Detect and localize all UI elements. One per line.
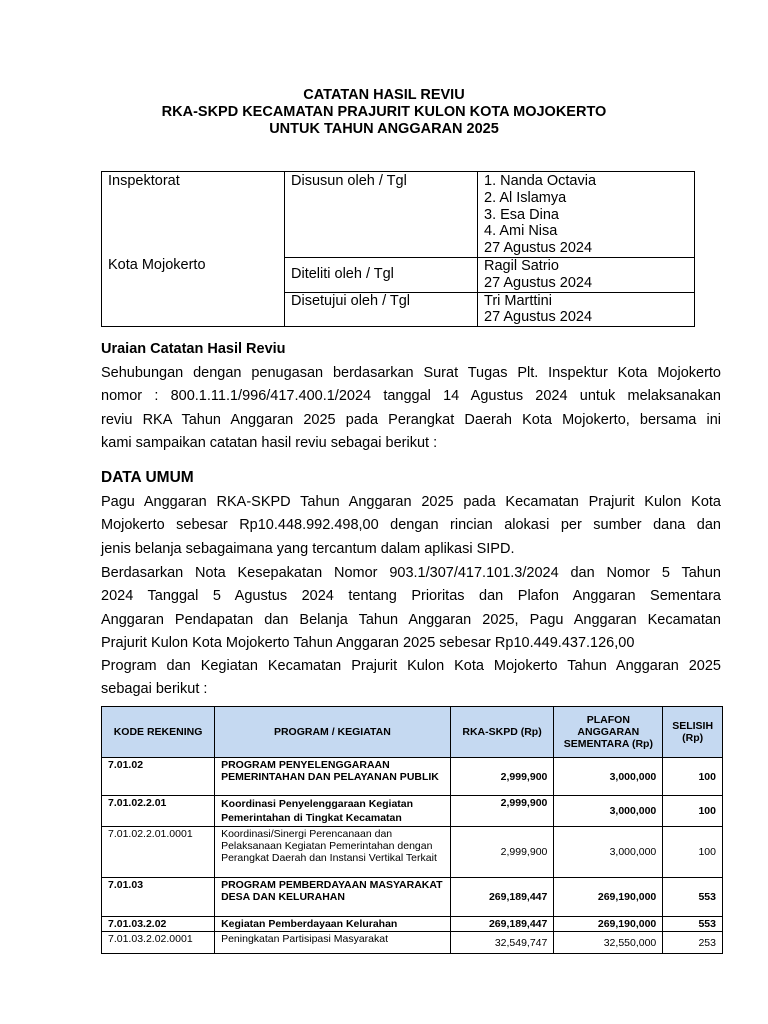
program-budget-table xyxy=(101,706,723,954)
data-umum-heading: DATA UMUM xyxy=(101,469,194,486)
cell-kode: 7.01.03.2.02 xyxy=(102,917,215,932)
cell-kode: 7.01.02.2.01 xyxy=(102,796,215,827)
cell-plafon: 3,000,000 xyxy=(554,796,663,827)
cell-program: Kegiatan Pemberdayaan Kelurahan xyxy=(215,917,451,932)
cell-plafon: 269,190,000 xyxy=(554,878,663,917)
paragraph-line: Anggaran Pendapatan dan Belanja Tahun Anggaran 2025, Pagu Anggaran Kecamatan xyxy=(101,611,721,628)
col-header-rka: RKA-SKPD (Rp) xyxy=(450,707,554,758)
cell-rka: 2,999,900 xyxy=(450,796,554,827)
table-row xyxy=(102,878,723,917)
document-year-line: UNTUK TAHUN ANGGARAN 2025 xyxy=(269,121,499,137)
cell-rka: 2,999,900 xyxy=(450,758,554,796)
col-header-plafon: PLAFON ANGGARAN SEMENTARA (Rp) xyxy=(554,707,663,758)
cell-plafon: 3,000,000 xyxy=(554,827,663,878)
approved-date: 27 Agustus 2024 xyxy=(484,309,593,326)
paragraph-line: Prajurit Kulon Kota Mojokerto Tahun Anggaran 2025 sebesar Rp10.449.437.126,00 xyxy=(101,635,635,652)
review-meta-table xyxy=(101,171,695,327)
document-title: CATATAN HASIL REVIU xyxy=(303,87,465,103)
cell-kode: 7.01.03 xyxy=(102,878,215,917)
table-row xyxy=(102,917,723,932)
preparer-1: 1. Nanda Octavia xyxy=(484,173,597,189)
cell-selisih: 553 xyxy=(663,917,723,932)
uraian-heading: Uraian Catatan Hasil Reviu xyxy=(101,341,286,357)
paragraph-line: Berdasarkan Nota Kesepakatan Nomor 903.1/307/417.101.3/2024 dan Nomor 5 Tahun xyxy=(101,565,721,581)
paragraph-line: Mojokerto sebesar Rp10.448.992.498,00 dengan rincian alokasi per sumber dana dan xyxy=(101,517,721,534)
reviewer-name: Ragil Satrio xyxy=(484,257,559,274)
data-umum-paragraph-1 xyxy=(101,491,721,561)
col-header-program: PROGRAM / KEGIATAN xyxy=(215,707,451,758)
cell-kode: 7.01.02 xyxy=(102,758,215,796)
table-header-row xyxy=(102,707,723,758)
prepared-date: 27 Agustus 2024 xyxy=(484,240,593,257)
paragraph-line: Sehubungan dengan penugasan berdasarkan Surat Tugas Plt. Inspektur Kota Mojokerto xyxy=(101,365,721,381)
cell-selisih: 253 xyxy=(663,932,723,954)
cell-plafon: 269,190,000 xyxy=(554,917,663,932)
preparer-2: 2. Al Islamya xyxy=(484,189,567,206)
cell-program: Koordinasi/Sinergi Perencanaan dan Pelaksanaan Kegiatan Pemerintahan dengan Perangkat Daerah dan Instansi Vertikal Terkait xyxy=(215,827,451,878)
organization-cell xyxy=(102,172,285,327)
approver-name: Tri Marttini xyxy=(484,292,552,309)
org-city: Kota Mojokerto xyxy=(108,256,206,273)
cell-kode: 7.01.03.2.02.0001 xyxy=(102,932,215,954)
reviewed-date: 27 Agustus 2024 xyxy=(484,274,593,291)
cell-rka: 269,189,447 xyxy=(450,917,554,932)
table-row xyxy=(102,796,723,827)
col-header-kode: KODE REKENING xyxy=(102,707,215,758)
cell-program: PROGRAM PENYELENGGARAAN PEMERINTAHAN DAN PELAYANAN PUBLIK xyxy=(215,758,451,796)
paragraph-line: jenis belanja sebagaimana yang tercantum dalam aplikasi SIPD. xyxy=(101,540,515,557)
document-subtitle: RKA-SKPD KECAMATAN PRAJURIT KULON KOTA MOJOKERTO xyxy=(161,104,607,120)
reviewed-by-value xyxy=(478,257,695,292)
reviewed-by-label: Diteliti oleh / Tgl xyxy=(285,257,478,292)
paragraph-line: Program dan Kegiatan Kecamatan Prajurit Kulon Kota Mojokerto Tahun Anggaran 2025 xyxy=(101,658,721,674)
org-name: Inspektorat xyxy=(108,173,180,189)
cell-selisih: 100 xyxy=(663,758,723,796)
preparer-4: 4. Ami Nisa xyxy=(484,223,558,240)
cell-program: Peningkatan Partisipasi Masyarakat xyxy=(215,932,451,954)
cell-program: PROGRAM PEMBERDAYAAN MASYARAKAT DESA DAN KELURAHAN xyxy=(215,878,451,917)
col-header-selisih: SELISIH (Rp) xyxy=(663,707,723,758)
paragraph-line: nomor : 800.1.11.1/996/417.400.1/2024 tanggal 14 Agustus 2024 untuk melaksanakan xyxy=(101,388,721,405)
paragraph-line: sebagai berikut : xyxy=(101,681,208,698)
uraian-paragraph xyxy=(101,362,721,456)
paragraph-line: reviu RKA Tahun Anggaran 2025 pada Perangkat Daerah Kota Mojokerto, bersama ini xyxy=(101,411,721,428)
cell-rka: 32,549,747 xyxy=(450,932,554,954)
approved-by-label: Disetujui oleh / Tgl xyxy=(285,292,478,327)
table-row xyxy=(102,932,723,954)
table-row xyxy=(102,758,723,796)
cell-selisih: 100 xyxy=(663,827,723,878)
paragraph-line: kami sampaikan catatan hasil reviu sebagai berikut : xyxy=(101,435,438,452)
cell-plafon: 32,550,000 xyxy=(554,932,663,954)
paragraph-line: 2024 Tanggal 5 Agustus 2024 tentang Prioritas dan Plafon Anggaran Sementara xyxy=(101,588,721,605)
prepared-by-value xyxy=(478,172,695,258)
cell-rka: 269,189,447 xyxy=(450,878,554,917)
prepared-by-label: Disusun oleh / Tgl xyxy=(285,172,478,258)
paragraph-line: Pagu Anggaran RKA-SKPD Tahun Anggaran 2025 pada Kecamatan Prajurit Kulon Kota xyxy=(101,494,721,510)
cell-kode: 7.01.02.2.01.0001 xyxy=(102,827,215,878)
cell-program: Koordinasi Penyelenggaraan Kegiatan Pemerintahan di Tingkat Kecamatan xyxy=(215,796,451,827)
data-umum-paragraph-2 xyxy=(101,562,721,656)
cell-selisih: 553 xyxy=(663,878,723,917)
preparer-3: 3. Esa Dina xyxy=(484,206,559,223)
cell-plafon: 3,000,000 xyxy=(554,758,663,796)
cell-selisih: 100 xyxy=(663,796,723,827)
data-umum-paragraph-3 xyxy=(101,655,721,702)
table-row xyxy=(102,827,723,878)
cell-rka: 2,999,900 xyxy=(450,827,554,878)
approved-by-value xyxy=(478,292,695,327)
